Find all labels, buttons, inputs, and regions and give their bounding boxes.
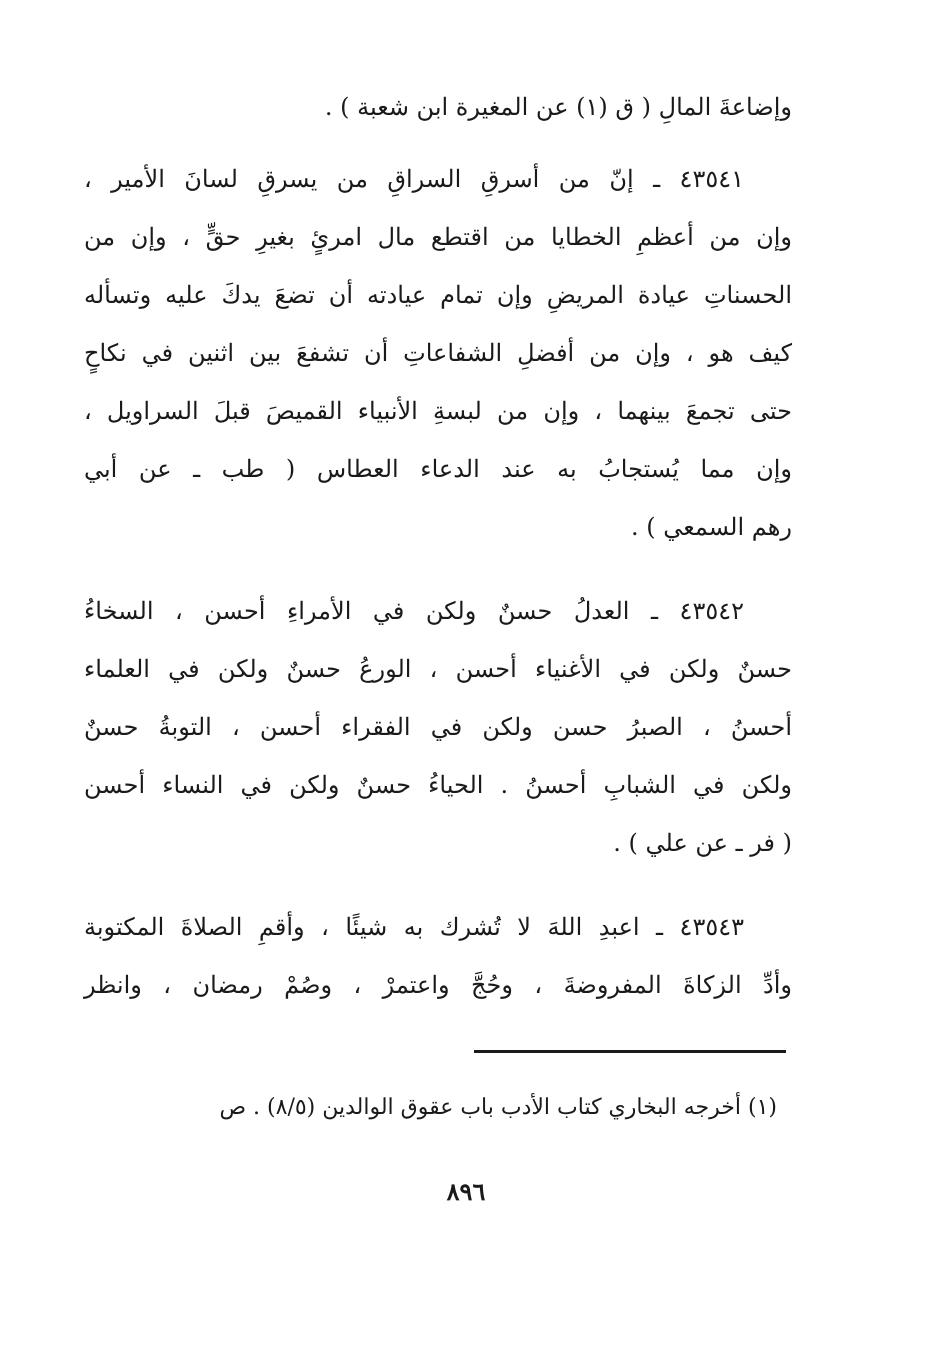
page-number: ٨٩٦ — [446, 1177, 486, 1206]
text-line: ٤٣٥٤١ ـ إنّ من أسرقِ السراقِ من يسرقِ لسانَ الأمير ، — [84, 165, 744, 193]
text-line: رهم السمعي ) . — [631, 513, 792, 541]
text-line: ٤٣٥٤٢ ـ العدلُ حسنٌ ولكن في الأمراءِ أحسن ، السخاءُ — [84, 597, 744, 625]
text-line: كيف هو ، وإن من أفضلِ الشفاعاتِ أن تشفعَ بين اثنين في نكاحٍ — [84, 339, 792, 367]
text-line: ٤٣٥٤٣ ـ اعبدِ اللهَ لا تُشرك به شيئًا ، وأقمِ الصلاةَ المكتوبة — [84, 913, 744, 941]
continuation-line — [84, 78, 792, 136]
text-line: ولكن في الشبابِ أحسنُ . الحياءُ حسنٌ ولكن في النساء أحسن — [84, 771, 792, 799]
text-line: ( فر ـ عن علي ) . — [613, 829, 792, 857]
text-line: وإن مما يُستجابُ به عند الدعاء العطاس ( طب ـ عن أبي — [84, 455, 792, 483]
text-line: حسنٌ ولكن في الأغنياء أحسن ، الورعُ حسنٌ ولكن في العلماء — [84, 655, 792, 683]
hadith-paragraph-43543 — [84, 898, 792, 1014]
text-line: وإن من أعظمِ الخطايا من اقتطع مال امرئٍ بغيرِ حقٍّ ، وإن من — [84, 223, 792, 251]
text-line: وإضاعةَ المالِ ( ق (١) عن المغيرة ابن شعبة ) . — [324, 93, 792, 121]
hadith-paragraph-43541 — [84, 150, 792, 556]
text-line: وأدِّ الزكاةَ المفروضةَ ، وحُجَّ واعتمرْ ، وصُمْ رمضان ، وانظر — [84, 971, 792, 999]
text-line: الحسناتِ عيادة المريضِ وإن تمام عيادته أن تضعَ يدكَ عليه وتسأله — [84, 281, 792, 309]
footnote-separator — [474, 1050, 786, 1053]
text-line: حتى تجمعَ بينهما ، وإن من لبسةِ الأنبياء القميصَ قبلَ السراويل ، — [84, 397, 792, 425]
hadith-paragraph-43542 — [84, 582, 792, 872]
text-line: أحسنُ ، الصبرُ حسن ولكن في الفقراء أحسن ، التوبةُ حسنٌ — [84, 713, 792, 741]
footnote: (١) أخرجه البخاري كتاب الأدب باب عقوق الوالدين (٨/٥) . ص — [219, 1095, 777, 1120]
